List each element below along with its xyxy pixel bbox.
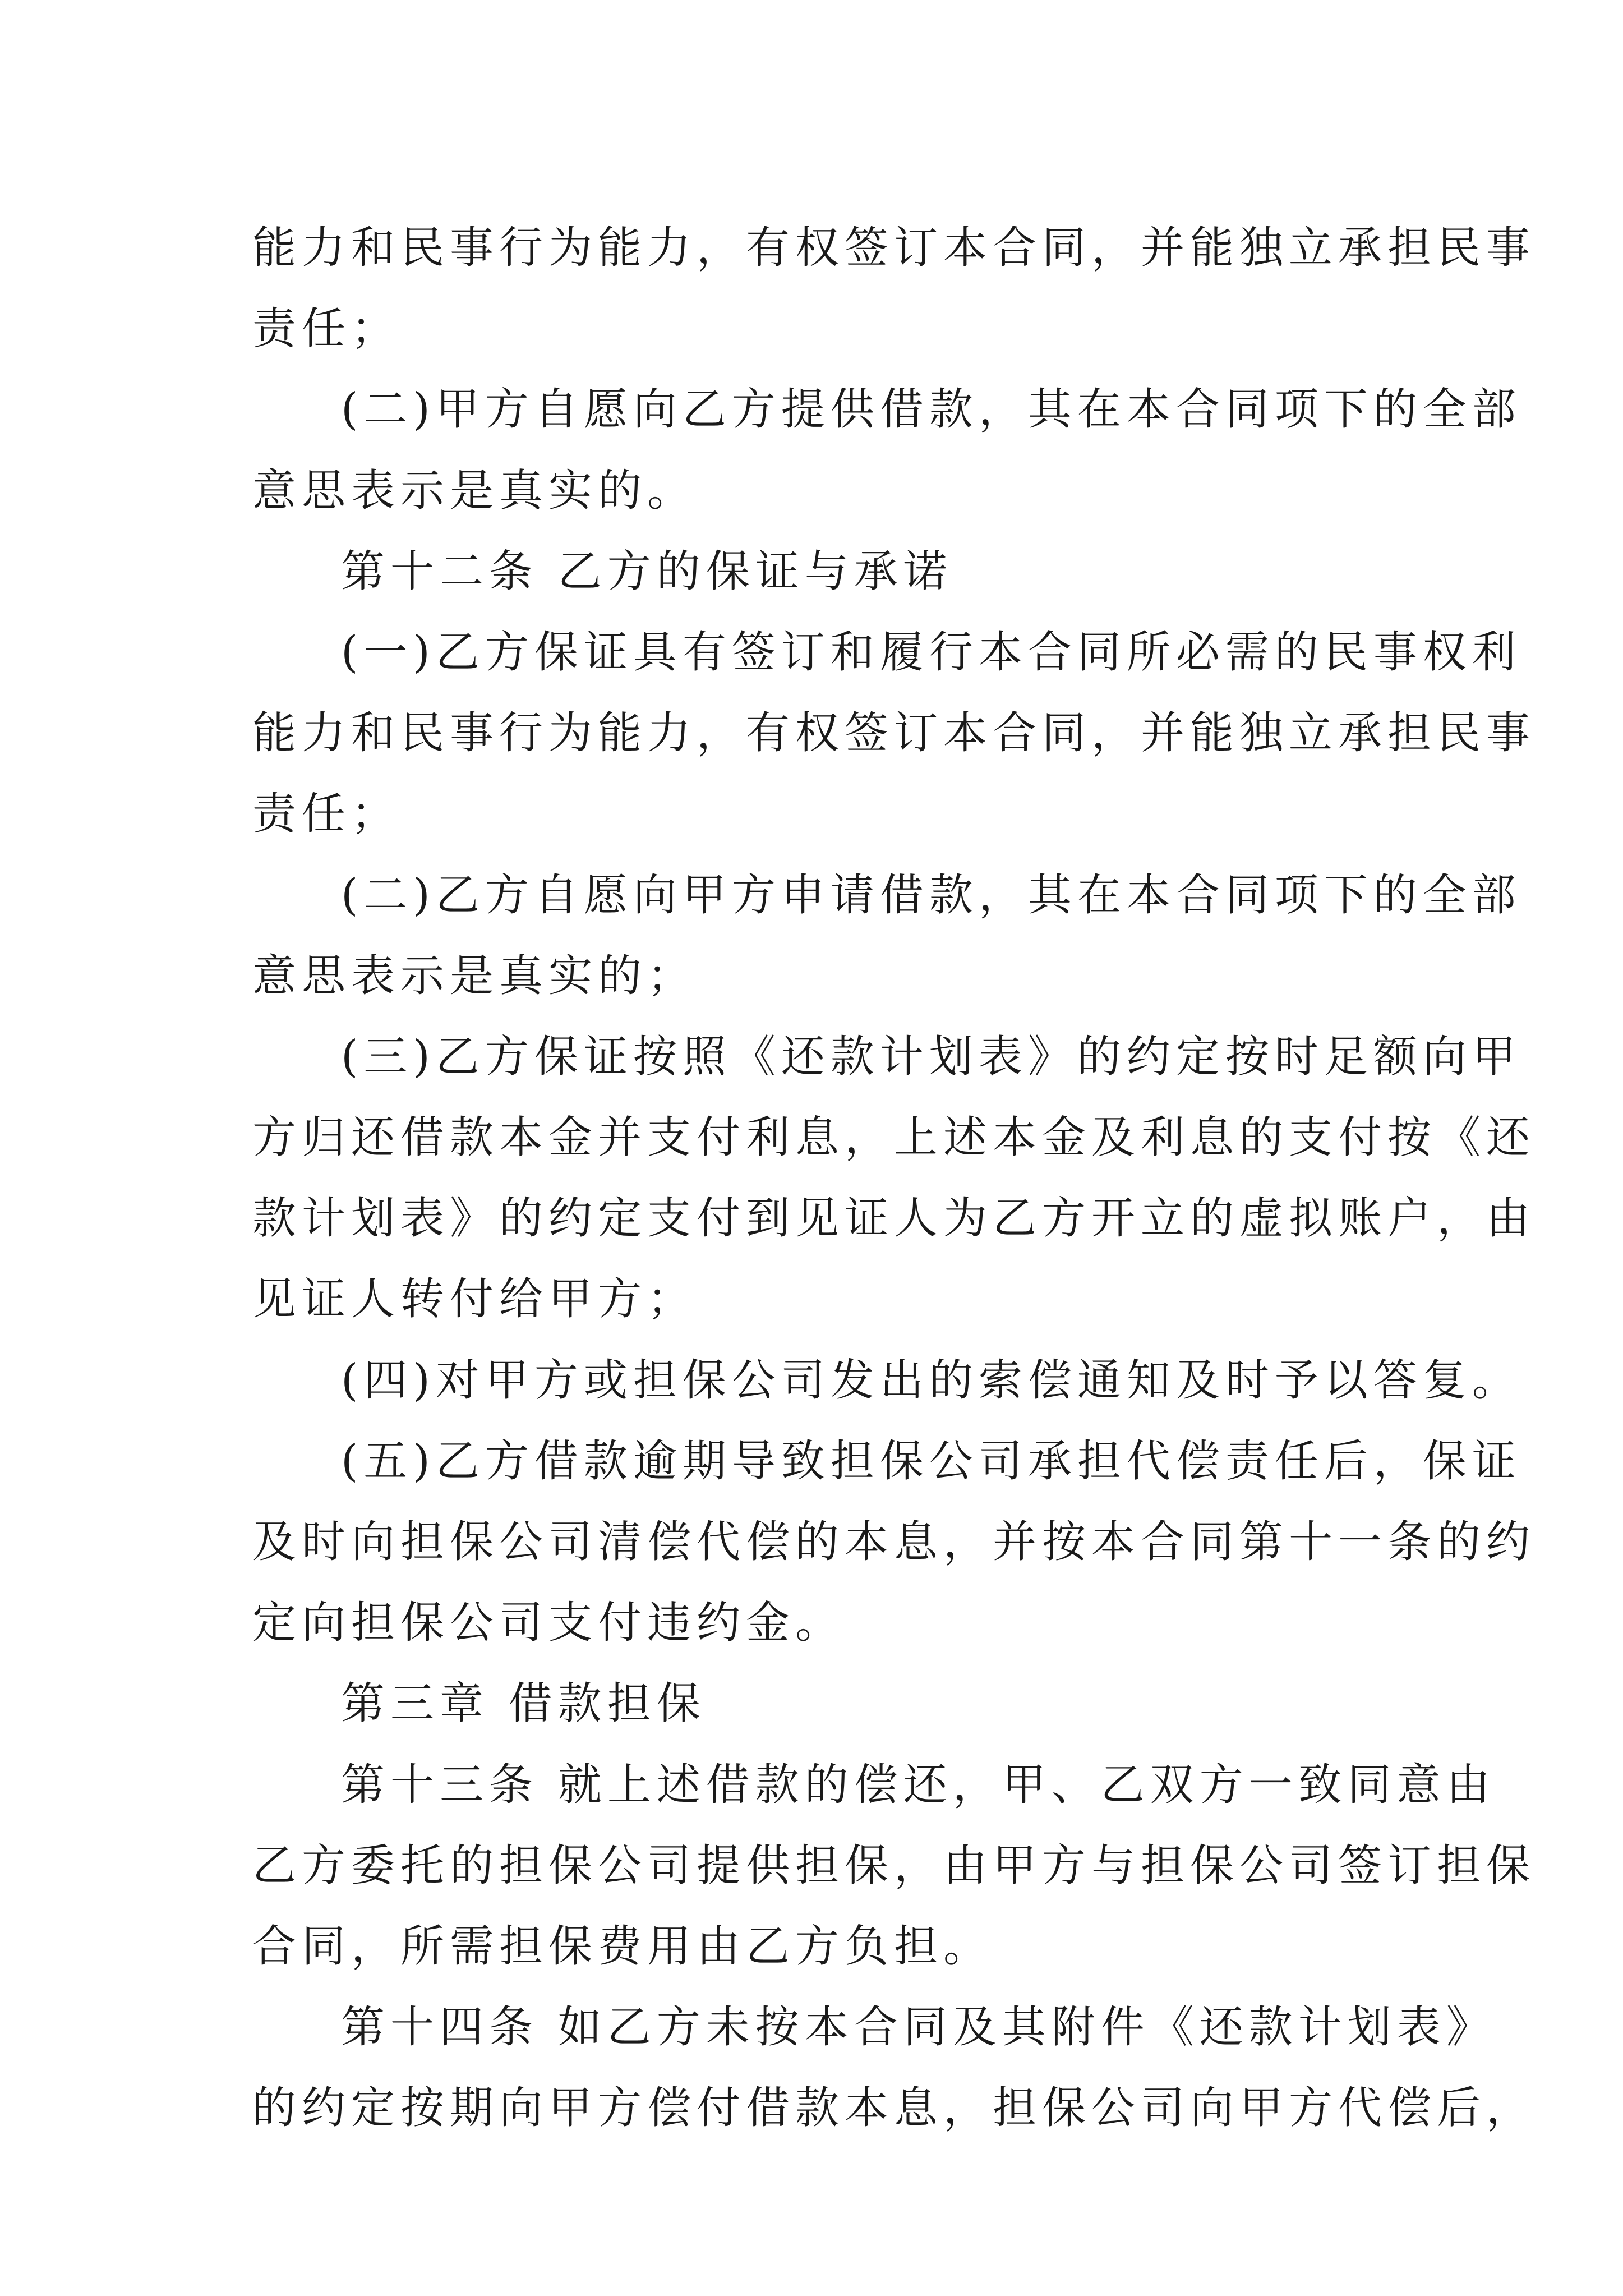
text-line: 责任； [252, 789, 401, 840]
text-line: 意思表示是真实的。 [252, 465, 697, 516]
article-heading: 第十三条 就上述借款的偿还，甲、乙双方一致同意由 [341, 1759, 1496, 1810]
text-line: (一)乙方保证具有签订和履行本合同所必需的民事权利 [341, 627, 1521, 678]
text-line: 款计划表》的约定支付到见证人为乙方开立的虚拟账户，由 [252, 1193, 1536, 1244]
text-line: 能力和民事行为能力，有权签订本合同，并能独立承担民事 [252, 223, 1536, 273]
text-line: 能力和民事行为能力，有权签订本合同，并能独立承担民事 [252, 708, 1536, 759]
text-line: 的约定按期向甲方偿付借款本息，担保公司向甲方代偿后， [252, 2083, 1536, 2134]
text-line: (五)乙方借款逾期导致担保公司承担代偿责任后，保证 [341, 1435, 1521, 1487]
text-line: 乙方委托的担保公司提供担保，由甲方与担保公司签订担保 [252, 1840, 1536, 1891]
text-line: 合同，所需担保费用由乙方负担。 [252, 1921, 993, 1972]
article-heading: 第十二条 乙方的保证与承诺 [341, 546, 953, 597]
text-line: 定向担保公司支付违约金。 [252, 1598, 845, 1649]
text-line: 责任； [252, 303, 401, 355]
text-line: 意思表示是真实的； [252, 950, 697, 1001]
text-line: (四)对甲方或担保公司发出的索偿通知及时予以答复。 [341, 1355, 1521, 1406]
contract-text-body [252, 208, 1536, 2149]
text-line: (二)乙方自愿向甲方申请借款，其在本合同项下的全部 [341, 869, 1521, 921]
text-line: 方归还借款本金并支付利息，上述本金及利息的支付按《还 [252, 1112, 1536, 1163]
text-line: 及时向担保公司清偿代偿的本息，并按本合同第十一条的约 [252, 1517, 1536, 1567]
text-line: (二)甲方自愿向乙方提供借款，其在本合同项下的全部 [341, 384, 1521, 435]
text-line: 见证人转付给甲方； [252, 1274, 697, 1325]
article-heading: 第十四条 如乙方未按本合同及其附件《还款计划表》 [341, 2002, 1496, 2053]
chapter-heading: 第三章 借款担保 [341, 1678, 706, 1729]
text-line: (三)乙方保证按照《还款计划表》的约定按时足额向甲 [341, 1031, 1521, 1082]
